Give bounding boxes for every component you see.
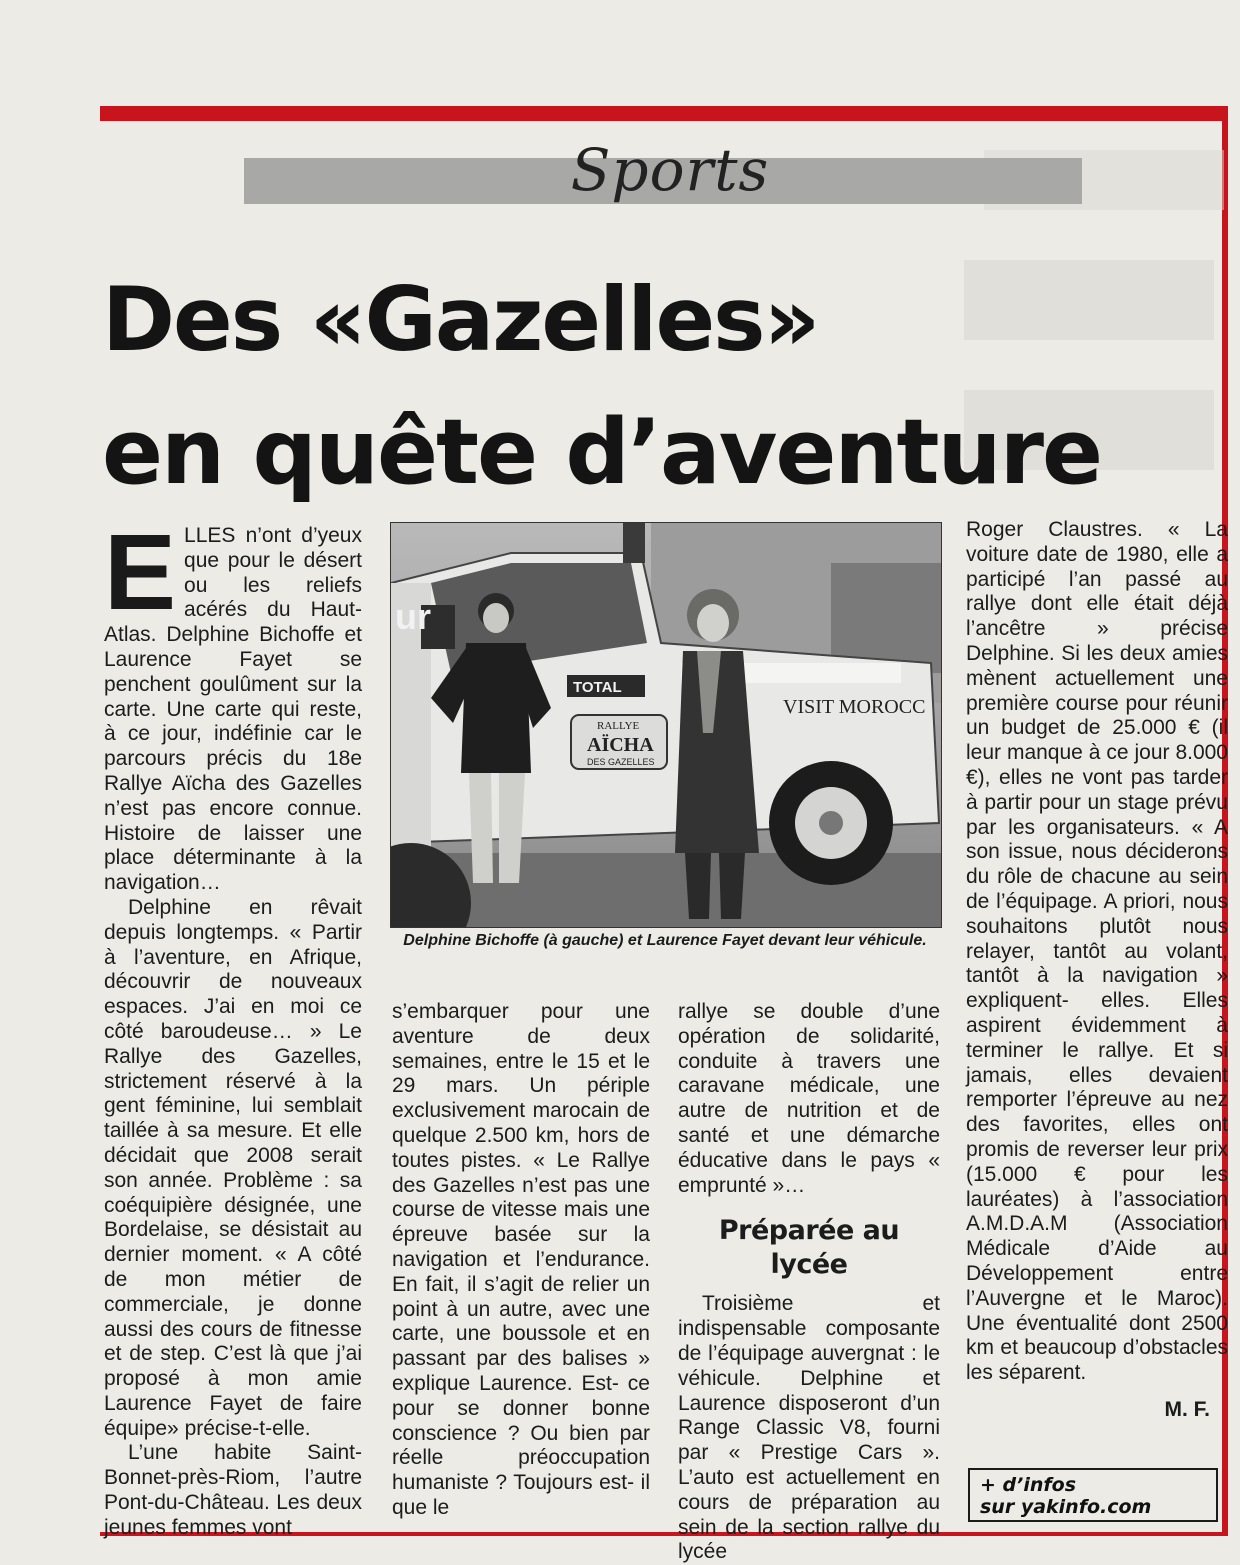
col1-paragraph-3: L’une habite Saint-Bonnet-près-Riom, l’autre Pont-du-Château. Les deux jeunes femmes vont: [104, 1441, 362, 1539]
col1-paragraph-1: LLES n’ont d’yeux que pour le désert ou les reliefs acérés du Haut- Atlas. Delphine Bichoffe et Laurence Fayet se penchent goulûment sur la carte. Une carte qui reste, à ce jour, indéfinie car le parcours précis du 18e Rallye Aïcha des Gazelles n’est pas encore connue. Histoire de laisser une place déterminante à la navigation…: [104, 524, 362, 895]
photo-caption: Delphine Bichoffe (à gauche) et Laurence Fayet devant leur véhicule.: [403, 932, 927, 949]
info-box-line-2: sur yakinfo.com: [980, 1496, 1152, 1518]
drop-cap: E: [104, 511, 177, 632]
col4-paragraph-1: Roger Claustres. « La voiture date de 1980, elle a participé l’an passé au rallye dont elle était déjà l’ancêtre » précise Delphine. Si les deux amies mènent actuellement une première course pour réunir un budget de 25.000 € (il leur manque à ce jour 8.000 €), elles ne vont pas tarder à partir pour un stage prévu par les organisateurs. « A son issue, nous déciderons du rôle de chacune au sein de l’équipage. A priori, nous souhaitons plutôt nous relayer, tantôt au volant, tantôt à la navigation » expliquent- elles. Elles aspirent évidemment à terminer le rallye. Et si jamais, elles devaient remporter l’épreuve au nez des favorites, elles ont promis de reverser leur prix (15.000 € pour les lauréates) à l’association A.M.D.A.M (Association Médicale d’Aide au Développement entre l’Auvergne et le Maroc). Une éventualité dont 2500 km et beaucoup d’obstacles les séparent.: [966, 518, 1228, 1385]
col3-paragraph-2: Troisième et indispensable composante de l’équipage auvergnat : le véhicule. Delphine et Laurence disposeront d’un Range Classic V8, fourni par « Prestige Cars ». L’auto est actuellement en cours de préparation au sein de la section rallye du lycée: [678, 1292, 940, 1564]
photo-illustration: [391, 523, 941, 927]
photo-sticker-ur: ur: [395, 596, 431, 637]
article-photo: [390, 522, 942, 928]
col3-paragraph-1: rallye se double d’une opération de solidarité, conduite à travers une caravane médicale, une autre de nutrition et de santé et une démarche éducative dans le pays « emprunté »…: [678, 1000, 940, 1197]
article-column-2: [392, 1000, 650, 1521]
top-red-rule: [100, 106, 1228, 121]
subheading: Préparée au lycée: [718, 1215, 900, 1281]
section-label: Sports: [570, 136, 770, 204]
article-column-3: [678, 1000, 940, 1565]
author-signature: M. F.: [1164, 1397, 1210, 1421]
col2-paragraph-1: s’embarquer pour une aventure de deux semaines, entre le 15 et le 29 mars. Un périple exclusivement marocain de quelque 2.500 km, hors de toutes pistes. « Le Rallye des Gazelles n’est pas une course de vitesse mais une épreuve basée sur la navigation et l’endurance. En fait, il s’agit de relier un point à un autre, avec une carte, une boussole et en passant par des balises » explique Laurence. Est- ce pour se donner bonne conscience ? Ou bien par réelle préoccupation humaniste ? Toujours est- il que le: [392, 1000, 650, 1519]
info-box: [968, 1468, 1218, 1522]
headline-line-2: en quête d’aventure: [102, 400, 1102, 505]
photo-sticker-gazelles: DES GAZELLES: [587, 757, 655, 767]
photo-sticker-morocco: VISIT MOROCC: [783, 696, 926, 718]
article-column-1: [104, 511, 362, 1541]
headline-line-1: Des «Gazelles»: [102, 268, 819, 371]
info-box-line-1: + d’infos: [980, 1474, 1077, 1496]
article-column-4: [966, 518, 1228, 1423]
photo-sticker-total: TOTAL: [573, 679, 622, 696]
photo-sticker-rallye: RALLYE: [597, 720, 640, 732]
photo-sticker-aicha: AÏCHA: [587, 734, 654, 756]
col1-paragraph-2: Delphine en rêvait depuis longtemps. « Partir à l’aventure, en Afrique, découvrir de nouveaux espaces. J’ai en moi ce côté baroudeuse… » Le Rallye des Gazelles, strictement réservé à la gent féminine, lui semblait taillée à sa mesure. Et elle décidait que 2008 serait son année. Problème : sa coéquipière désignée, une Bordelaise, se désistait au dernier moment. « A côté de mon métier de commerciale, je donne aussi des cours de fitnesse et de step. C’est là que j’ai proposé à mon amie Laurence Fayet de faire équipe» précise-t-elle.: [104, 895, 362, 1440]
